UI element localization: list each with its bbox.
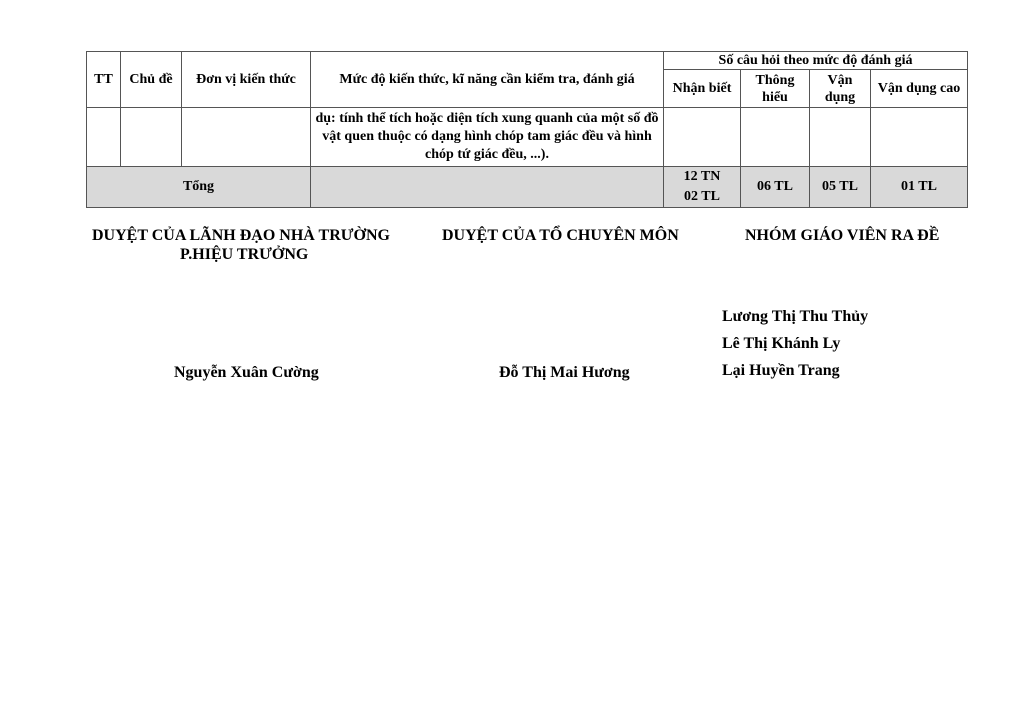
school-approval-title: DUYỆT CỦA LÃNH ĐẠO NHÀ TRƯỜNG (92, 227, 390, 244)
cell-thong-hieu (741, 108, 810, 167)
teacher-name-2: Lê Thị Khánh Ly (722, 335, 841, 352)
cell-muc-do: dụ: tính thể tích hoặc diện tích xung quanh của một số đồ vật quen thuộc có dạng hình chóp tam giác đều và hình chóp tứ giác đều, ...). (311, 108, 664, 167)
header-don-vi: Đơn vị kiến thức (182, 52, 311, 108)
header-row-1 (87, 52, 968, 70)
total-nhan-biet-tl: 02 TL (684, 189, 720, 204)
cell-nhan-biet (664, 108, 741, 167)
total-muc-do (311, 167, 664, 208)
total-label: Tổng (87, 167, 311, 208)
header-van-dung-cao: Vận dụng cao (871, 70, 968, 108)
header-muc-do: Mức độ kiến thức, kĩ năng cần kiểm tra, đánh giá (311, 52, 664, 108)
department-signer-name: Đỗ Thị Mai Hương (499, 364, 630, 381)
header-van-dung: Vận dụng (810, 70, 871, 108)
department-approval-title: DUYỆT CỦA TỔ CHUYÊN MÔN (442, 227, 679, 244)
total-van-dung-cao: 01 TL (871, 167, 968, 208)
school-approval-subtitle: P.HIỆU TRƯỞNG (180, 246, 309, 263)
cell-tt (87, 108, 121, 167)
teacher-group-title: NHÓM GIÁO VIÊN RA ĐỀ (745, 227, 940, 244)
table-row (87, 108, 968, 167)
total-van-dung: 05 TL (810, 167, 871, 208)
cell-don-vi (182, 108, 311, 167)
cell-van-dung-cao (871, 108, 968, 167)
header-group: Số câu hỏi theo mức độ đánh giá (664, 52, 968, 70)
cell-van-dung (810, 108, 871, 167)
school-signer-name: Nguyễn Xuân Cường (174, 364, 319, 381)
teacher-name-3: Lại Huyền Trang (722, 362, 840, 379)
total-nhan-biet (664, 167, 741, 208)
total-row (87, 167, 968, 208)
header-tt: TT (87, 52, 121, 108)
assessment-matrix-table (86, 51, 968, 208)
total-nhan-biet-tn: 12 TN (683, 169, 721, 184)
total-thong-hieu: 06 TL (741, 167, 810, 208)
teacher-name-1: Lương Thị Thu Thủy (722, 308, 869, 325)
header-chu-de: Chủ đề (121, 52, 182, 108)
cell-chu-de (121, 108, 182, 167)
header-nhan-biet: Nhận biết (664, 70, 741, 108)
header-thong-hieu: Thông hiểu (741, 70, 810, 108)
